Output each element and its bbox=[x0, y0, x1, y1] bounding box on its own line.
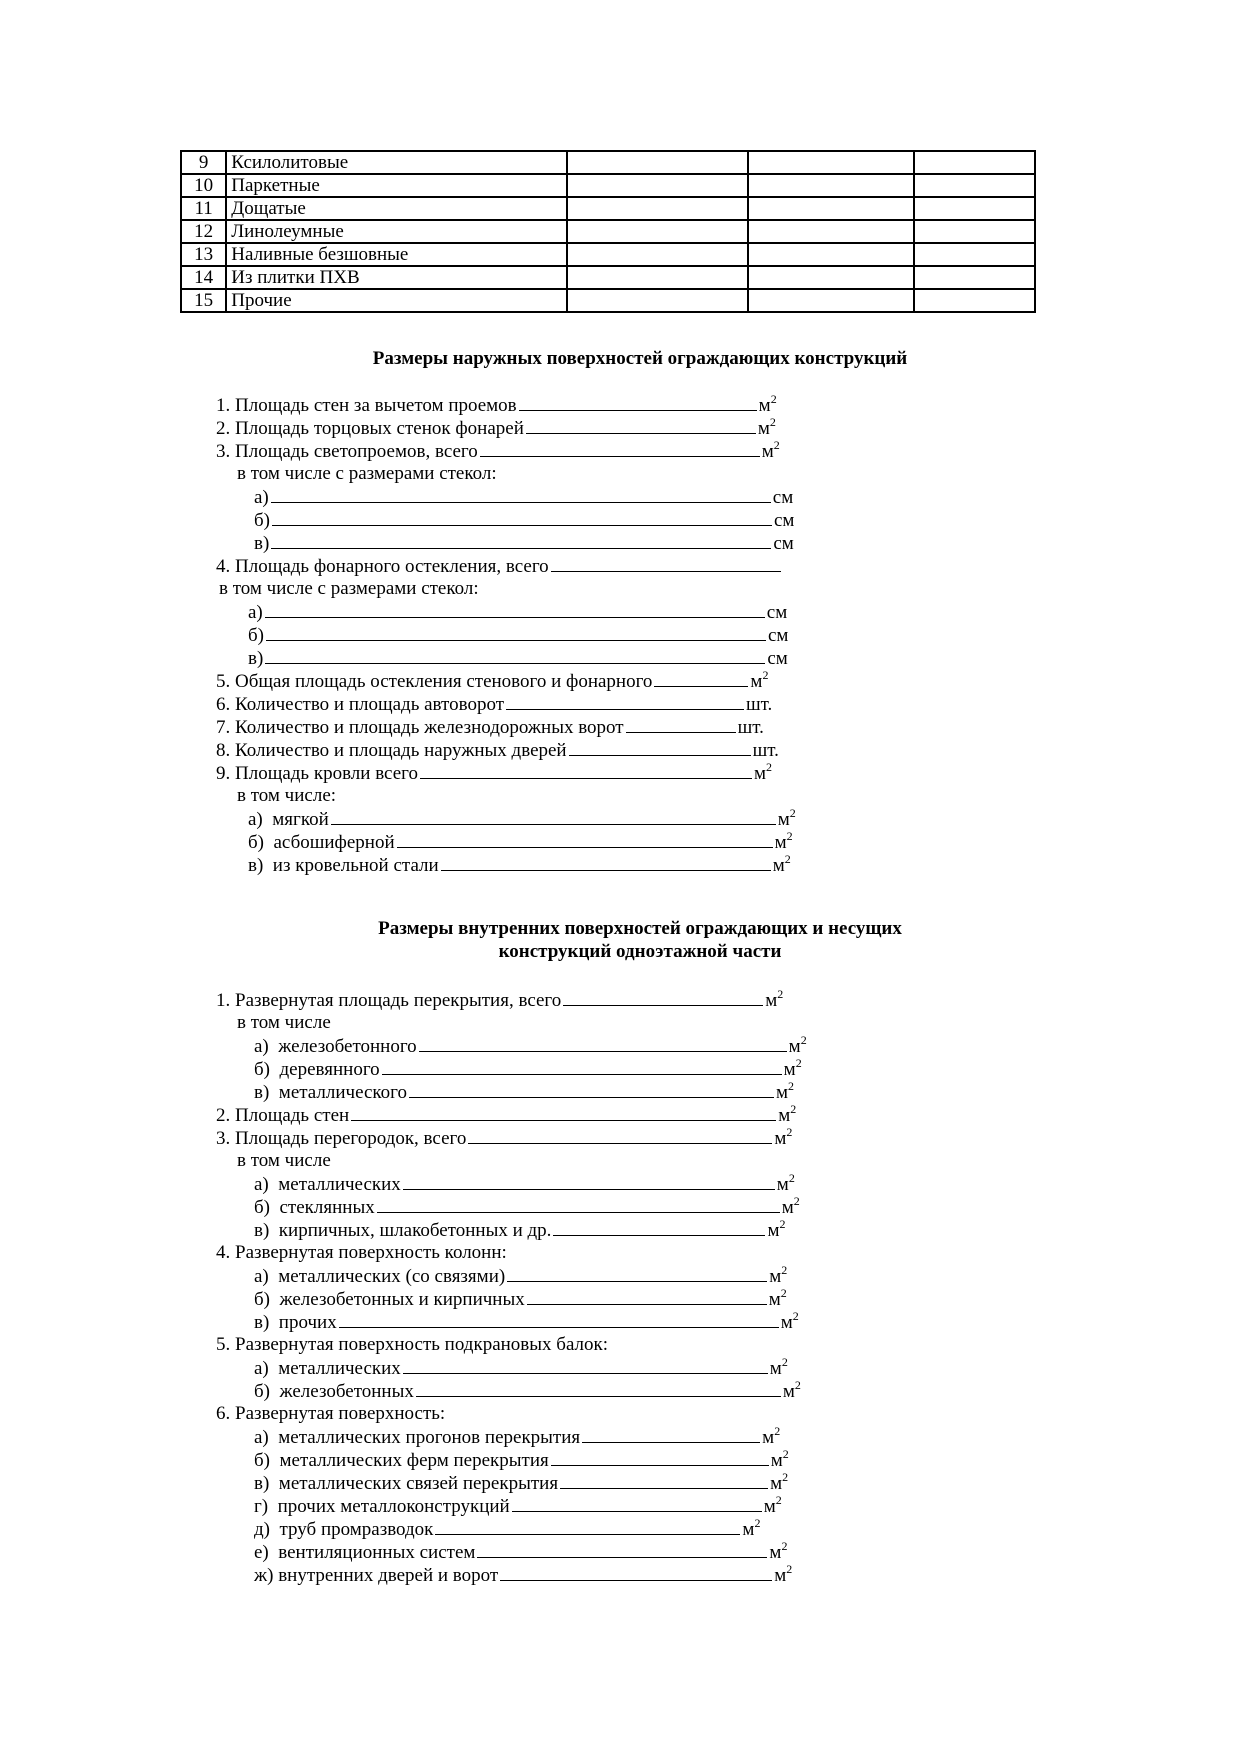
form-line bbox=[254, 1563, 792, 1587]
fill-in-blank[interactable] bbox=[551, 554, 781, 572]
form-line bbox=[254, 1310, 799, 1334]
empty-cell[interactable] bbox=[567, 174, 748, 197]
unit-label bbox=[783, 1056, 802, 1080]
line-label: 4. Развернутая поверхность колонн: bbox=[216, 1242, 507, 1263]
empty-cell[interactable] bbox=[567, 151, 748, 174]
empty-cell[interactable] bbox=[748, 174, 914, 197]
unit-text: м bbox=[774, 832, 787, 853]
unit-label bbox=[753, 760, 773, 784]
line-label: в том числе с размерами стекол: bbox=[237, 463, 497, 484]
unit-text: м bbox=[761, 441, 774, 462]
table-row bbox=[181, 174, 1035, 197]
line-label: 6. Количество и площадь автоворот bbox=[216, 694, 505, 715]
fill-in-blank[interactable] bbox=[626, 715, 736, 733]
unit-exponent: 2 bbox=[770, 392, 777, 406]
line-label: б) железобетонных и кирпичных bbox=[254, 1289, 525, 1310]
unit-label bbox=[763, 1493, 782, 1517]
unit-text: м bbox=[776, 1082, 789, 1103]
form-line bbox=[254, 1494, 782, 1518]
unit-exponent: 2 bbox=[786, 829, 793, 843]
line-label: б) деревянного bbox=[254, 1059, 380, 1080]
unit-text: м bbox=[757, 418, 770, 439]
fill-in-blank[interactable] bbox=[441, 853, 771, 871]
unit-label bbox=[768, 625, 788, 646]
unit-label bbox=[782, 1378, 801, 1402]
fill-in-blank[interactable] bbox=[397, 830, 773, 848]
fill-in-blank[interactable] bbox=[331, 807, 776, 825]
line-label: б) железобетонных bbox=[254, 1381, 414, 1402]
empty-cell[interactable] bbox=[748, 197, 914, 220]
form-line bbox=[237, 462, 497, 485]
row-name: Наливные безшовные bbox=[226, 243, 567, 266]
unit-exponent: 2 bbox=[782, 1447, 789, 1461]
unit-text: см bbox=[767, 648, 788, 669]
unit-exponent: 2 bbox=[789, 806, 796, 820]
fill-in-blank[interactable] bbox=[500, 1563, 772, 1581]
form-line bbox=[254, 1287, 787, 1311]
empty-cell[interactable] bbox=[914, 289, 1035, 312]
row-name: Линолеумные bbox=[226, 220, 567, 243]
unit-text: м bbox=[774, 1565, 787, 1586]
line-label: 6. Развернутая поверхность: bbox=[216, 1403, 446, 1424]
fill-in-blank[interactable] bbox=[654, 669, 748, 687]
empty-cell[interactable] bbox=[567, 220, 748, 243]
unit-exponent: 2 bbox=[775, 1493, 782, 1507]
form-line bbox=[216, 738, 779, 762]
line-label: в) кирпичных, шлакобетонных и др. bbox=[254, 1220, 552, 1241]
empty-cell[interactable] bbox=[567, 266, 748, 289]
inner-surfaces-heading-line1: Размеры внутренних поверхностей ограждающих и несущих bbox=[378, 918, 902, 939]
unit-label bbox=[738, 717, 764, 738]
form-line bbox=[237, 784, 336, 807]
fill-in-blank[interactable] bbox=[477, 1540, 767, 1558]
unit-text: м bbox=[772, 855, 785, 876]
unit-label bbox=[750, 668, 769, 692]
unit-exponent: 2 bbox=[780, 1286, 787, 1300]
unit-text: м bbox=[781, 1197, 794, 1218]
empty-cell[interactable] bbox=[914, 151, 1035, 174]
unit-exponent: 2 bbox=[800, 1033, 807, 1047]
fill-in-blank[interactable] bbox=[551, 1448, 769, 1466]
unit-text: м bbox=[774, 1128, 787, 1149]
fill-in-blank[interactable] bbox=[569, 738, 751, 756]
form-line bbox=[248, 853, 791, 877]
form-line bbox=[219, 577, 479, 600]
line-label: в) bbox=[248, 648, 264, 669]
fill-in-blank[interactable] bbox=[403, 1356, 768, 1374]
form-line bbox=[254, 508, 794, 532]
line-label: б) bbox=[254, 510, 270, 531]
unit-exponent: 2 bbox=[795, 1056, 802, 1070]
form-line bbox=[254, 531, 794, 555]
unit-exponent: 2 bbox=[766, 760, 773, 774]
unit-text: м bbox=[770, 1450, 783, 1471]
unit-exponent: 2 bbox=[786, 1125, 793, 1139]
unit-text: см bbox=[766, 602, 788, 623]
unit-label bbox=[780, 1309, 799, 1333]
form-line bbox=[216, 1103, 796, 1127]
line-label: в том числе: bbox=[237, 785, 337, 806]
row-number: 9 bbox=[181, 151, 226, 174]
fill-in-blank[interactable] bbox=[420, 761, 752, 779]
empty-cell[interactable] bbox=[567, 197, 748, 220]
line-label: ж) внутренних дверей и ворот bbox=[254, 1565, 499, 1586]
form-line bbox=[237, 1149, 331, 1172]
line-label: а) металлических bbox=[254, 1174, 401, 1195]
line-label: а) bbox=[248, 602, 263, 623]
unit-text: м bbox=[765, 990, 778, 1011]
empty-cell[interactable] bbox=[567, 289, 748, 312]
unit-label bbox=[776, 1171, 795, 1195]
line-label: б) металлических ферм перекрытия bbox=[254, 1450, 549, 1471]
unit-exponent: 2 bbox=[781, 1355, 788, 1369]
unit-label bbox=[742, 1516, 761, 1540]
unit-label bbox=[781, 1194, 800, 1218]
form-line bbox=[216, 439, 780, 463]
unit-text: м bbox=[788, 1036, 801, 1057]
line-label: 7. Количество и площадь железнодорожных ворот bbox=[216, 717, 624, 738]
empty-cell[interactable] bbox=[914, 220, 1035, 243]
unit-text: шт. bbox=[746, 694, 773, 715]
unit-exponent: 2 bbox=[788, 1079, 795, 1093]
form-line bbox=[216, 554, 783, 578]
empty-cell[interactable] bbox=[567, 243, 748, 266]
unit-label bbox=[772, 852, 791, 876]
form-line bbox=[254, 1517, 760, 1541]
table-row bbox=[181, 220, 1035, 243]
empty-cell[interactable] bbox=[914, 197, 1035, 220]
form-line bbox=[254, 1034, 807, 1058]
unit-label bbox=[753, 740, 779, 761]
fill-in-blank[interactable] bbox=[468, 1126, 772, 1144]
floor-types-table bbox=[180, 150, 1036, 313]
unit-label bbox=[762, 1424, 781, 1448]
line-label: а) железобетонного bbox=[254, 1036, 417, 1057]
unit-label bbox=[778, 1102, 797, 1126]
fill-in-blank[interactable] bbox=[271, 531, 771, 549]
unit-text: м bbox=[767, 1220, 780, 1241]
outer-surfaces-heading: Размеры наружных поверхностей ограждающих конструкций bbox=[372, 348, 908, 369]
unit-text: м bbox=[769, 1542, 782, 1563]
row-name: Ксилолитовые bbox=[226, 151, 567, 174]
unit-text: м bbox=[753, 763, 767, 784]
unit-text: см bbox=[768, 625, 789, 646]
fill-in-blank[interactable] bbox=[553, 1218, 765, 1236]
line-label: а) металлических bbox=[254, 1358, 401, 1379]
unit-label bbox=[776, 1079, 795, 1103]
line-label: е) вентиляционных систем bbox=[254, 1542, 476, 1563]
form-line bbox=[254, 1080, 794, 1104]
unit-label bbox=[769, 1539, 788, 1563]
unit-text: м bbox=[783, 1059, 796, 1080]
unit-exponent: 2 bbox=[781, 1539, 788, 1553]
line-label: 4. Площадь фонарного остекления, всего bbox=[216, 556, 549, 577]
fill-in-blank[interactable] bbox=[351, 1103, 776, 1121]
line-label: д) труб промразводок bbox=[254, 1519, 434, 1540]
line-label: 5. Развернутая поверхность подкрановых балок: bbox=[216, 1334, 609, 1355]
form-line bbox=[254, 1356, 788, 1380]
empty-cell[interactable] bbox=[748, 266, 914, 289]
table-row bbox=[181, 197, 1035, 220]
line-label: а) bbox=[254, 487, 269, 508]
empty-cell[interactable] bbox=[914, 243, 1035, 266]
line-label: 2. Площадь торцовых стенок фонарей bbox=[216, 418, 524, 439]
row-number: 15 bbox=[181, 289, 226, 312]
form-line bbox=[216, 393, 777, 417]
line-label: 8. Количество и площадь наружных дверей bbox=[216, 740, 567, 761]
fill-in-blank[interactable] bbox=[419, 1034, 787, 1052]
unit-label bbox=[746, 694, 772, 715]
unit-exponent: 2 bbox=[779, 1217, 786, 1231]
unit-text: м bbox=[750, 671, 763, 692]
line-label: 5. Общая площадь остекления стенового и фонарного bbox=[216, 671, 653, 692]
row-name: Прочие bbox=[226, 289, 567, 312]
line-label: б) bbox=[248, 625, 264, 646]
row-name: Дощатые bbox=[226, 197, 567, 220]
line-label: 3. Площадь перегородок, всего bbox=[216, 1128, 467, 1149]
unit-label bbox=[770, 1447, 789, 1471]
form-line bbox=[254, 1448, 789, 1472]
unit-text: м bbox=[758, 395, 771, 416]
fill-in-blank[interactable] bbox=[560, 1471, 768, 1489]
empty-cell[interactable] bbox=[748, 243, 914, 266]
unit-text: м bbox=[776, 1174, 789, 1195]
unit-label bbox=[767, 648, 787, 669]
line-label: в) прочих bbox=[254, 1312, 337, 1333]
line-label: б) асбошиферной bbox=[248, 832, 395, 853]
line-label: 9. Площадь кровли всего bbox=[216, 763, 418, 784]
unit-text: м bbox=[769, 1358, 782, 1379]
form-line bbox=[248, 623, 788, 647]
form-line bbox=[254, 1057, 802, 1081]
table-row bbox=[181, 243, 1035, 266]
unit-exponent: 2 bbox=[790, 1102, 797, 1116]
fill-in-blank[interactable] bbox=[409, 1080, 774, 1098]
inner-surfaces-heading-line2: конструкций одноэтажной части bbox=[498, 941, 782, 962]
unit-text: см bbox=[772, 487, 794, 508]
fill-in-blank[interactable] bbox=[377, 1195, 780, 1213]
line-label: а) мягкой bbox=[248, 809, 329, 830]
unit-exponent: 2 bbox=[793, 1194, 800, 1208]
form-line bbox=[254, 1379, 801, 1403]
empty-cell[interactable] bbox=[748, 220, 914, 243]
unit-label bbox=[768, 1286, 787, 1310]
row-name: Из плитки ПХВ bbox=[226, 266, 567, 289]
unit-label bbox=[765, 987, 784, 1011]
form-line bbox=[216, 1241, 507, 1264]
line-label: в том числе с размерами стекол: bbox=[219, 578, 479, 599]
unit-text: м bbox=[763, 1496, 776, 1517]
form-line bbox=[216, 988, 783, 1012]
form-line bbox=[216, 692, 772, 716]
form-line bbox=[254, 1218, 785, 1242]
empty-cell[interactable] bbox=[914, 266, 1035, 289]
line-label: 1. Площадь стен за вычетом проемов bbox=[216, 395, 517, 416]
fill-in-blank[interactable] bbox=[265, 646, 765, 664]
line-label: г) прочих металлоконструкций bbox=[254, 1496, 510, 1517]
unit-text: м bbox=[777, 809, 790, 830]
unit-exponent: 2 bbox=[782, 1470, 789, 1484]
table-row bbox=[181, 151, 1035, 174]
fill-in-blank[interactable] bbox=[519, 393, 757, 411]
form-line bbox=[248, 600, 787, 624]
line-label: а) металлических прогонов перекрытия bbox=[254, 1427, 581, 1448]
unit-label bbox=[758, 392, 777, 416]
form-line bbox=[216, 1333, 608, 1356]
line-label: б) стеклянных bbox=[254, 1197, 375, 1218]
unit-exponent: 2 bbox=[773, 438, 780, 452]
line-label: в том числе bbox=[237, 1012, 331, 1033]
unit-text: см bbox=[773, 533, 794, 554]
fill-in-blank[interactable] bbox=[416, 1379, 781, 1397]
form-line bbox=[248, 830, 793, 854]
form-line bbox=[216, 1126, 792, 1150]
fill-in-blank[interactable] bbox=[266, 623, 766, 641]
unit-exponent: 2 bbox=[784, 852, 791, 866]
fill-in-blank[interactable] bbox=[582, 1425, 760, 1443]
unit-label bbox=[774, 1562, 793, 1586]
fill-in-blank[interactable] bbox=[527, 1287, 767, 1305]
unit-exponent: 2 bbox=[762, 668, 769, 682]
line-label: в) из кровельной стали bbox=[248, 855, 439, 876]
row-number: 14 bbox=[181, 266, 226, 289]
unit-label bbox=[774, 510, 794, 531]
line-label: 3. Площадь светопроемов, всего bbox=[216, 441, 478, 462]
form-line bbox=[254, 1425, 780, 1449]
fill-in-blank[interactable] bbox=[480, 439, 760, 457]
form-line bbox=[237, 1011, 331, 1034]
unit-text: м bbox=[762, 1427, 775, 1448]
unit-exponent: 2 bbox=[769, 415, 776, 429]
unit-label bbox=[773, 487, 793, 508]
unit-exponent: 2 bbox=[788, 1171, 795, 1185]
fill-in-blank[interactable] bbox=[382, 1057, 782, 1075]
unit-label bbox=[767, 602, 787, 623]
row-number: 11 bbox=[181, 197, 226, 220]
line-label: 1. Развернутая площадь перекрытия, всего bbox=[216, 990, 562, 1011]
unit-exponent: 2 bbox=[794, 1378, 801, 1392]
unit-label bbox=[767, 1217, 786, 1241]
unit-label bbox=[788, 1033, 807, 1057]
fill-in-blank[interactable] bbox=[526, 416, 756, 434]
row-name: Паркетные bbox=[226, 174, 567, 197]
fill-in-blank[interactable] bbox=[506, 692, 744, 710]
form-line bbox=[254, 1264, 787, 1288]
form-line bbox=[254, 1195, 800, 1219]
form-line bbox=[254, 1172, 795, 1196]
fill-in-blank[interactable] bbox=[271, 485, 771, 503]
fill-in-blank[interactable] bbox=[512, 1494, 762, 1512]
row-number: 10 bbox=[181, 174, 226, 197]
line-label: в том числе bbox=[237, 1150, 331, 1171]
unit-label bbox=[757, 415, 776, 439]
line-label: в) металлического bbox=[254, 1082, 408, 1103]
row-number: 13 bbox=[181, 243, 226, 266]
form-line bbox=[254, 1540, 787, 1564]
unit-text: м bbox=[769, 1266, 782, 1287]
empty-cell[interactable] bbox=[748, 289, 914, 312]
unit-text: м bbox=[768, 1289, 781, 1310]
unit-exponent: 2 bbox=[774, 1424, 781, 1438]
form-line bbox=[216, 669, 768, 693]
unit-text: м bbox=[778, 1105, 791, 1126]
unit-text: м bbox=[780, 1312, 793, 1333]
fill-in-blank[interactable] bbox=[435, 1517, 740, 1535]
line-label: в) металлических связей перекрытия bbox=[254, 1473, 559, 1494]
fill-in-blank[interactable] bbox=[563, 988, 763, 1006]
unit-text: см bbox=[774, 510, 795, 531]
line-label: 2. Площадь стен bbox=[216, 1105, 350, 1126]
empty-cell[interactable] bbox=[914, 174, 1035, 197]
line-label: а) металлических (со связями) bbox=[254, 1266, 506, 1287]
form-line bbox=[216, 1402, 445, 1425]
unit-text: м bbox=[770, 1473, 783, 1494]
fill-in-blank[interactable] bbox=[507, 1264, 767, 1282]
unit-text: шт. bbox=[737, 717, 764, 738]
unit-label bbox=[769, 1263, 788, 1287]
empty-cell[interactable] bbox=[748, 151, 914, 174]
table-row bbox=[181, 266, 1035, 289]
fill-in-blank[interactable] bbox=[339, 1310, 779, 1328]
unit-text: м bbox=[742, 1519, 755, 1540]
unit-text: шт. bbox=[752, 740, 779, 761]
unit-exponent: 2 bbox=[777, 987, 784, 1001]
unit-exponent: 2 bbox=[781, 1263, 788, 1277]
row-number: 12 bbox=[181, 220, 226, 243]
form-line bbox=[248, 646, 788, 670]
form-line bbox=[254, 485, 793, 509]
unit-label bbox=[774, 1125, 793, 1149]
unit-label bbox=[777, 806, 796, 830]
unit-label bbox=[774, 829, 793, 853]
form-line bbox=[216, 416, 776, 440]
fill-in-blank[interactable] bbox=[272, 508, 772, 526]
form-line bbox=[254, 1471, 788, 1495]
line-label: в) bbox=[254, 533, 270, 554]
unit-exponent: 2 bbox=[754, 1516, 761, 1530]
unit-label bbox=[770, 1470, 789, 1494]
form-line bbox=[216, 761, 772, 785]
fill-in-blank[interactable] bbox=[265, 600, 765, 618]
unit-exponent: 2 bbox=[792, 1309, 799, 1323]
unit-label bbox=[761, 438, 780, 462]
unit-text: м bbox=[782, 1381, 795, 1402]
form-line bbox=[248, 807, 796, 831]
table-row bbox=[181, 289, 1035, 312]
unit-exponent: 2 bbox=[786, 1562, 793, 1576]
fill-in-blank[interactable] bbox=[403, 1172, 775, 1190]
form-line bbox=[216, 715, 764, 739]
unit-label bbox=[773, 533, 793, 554]
unit-label bbox=[769, 1355, 788, 1379]
